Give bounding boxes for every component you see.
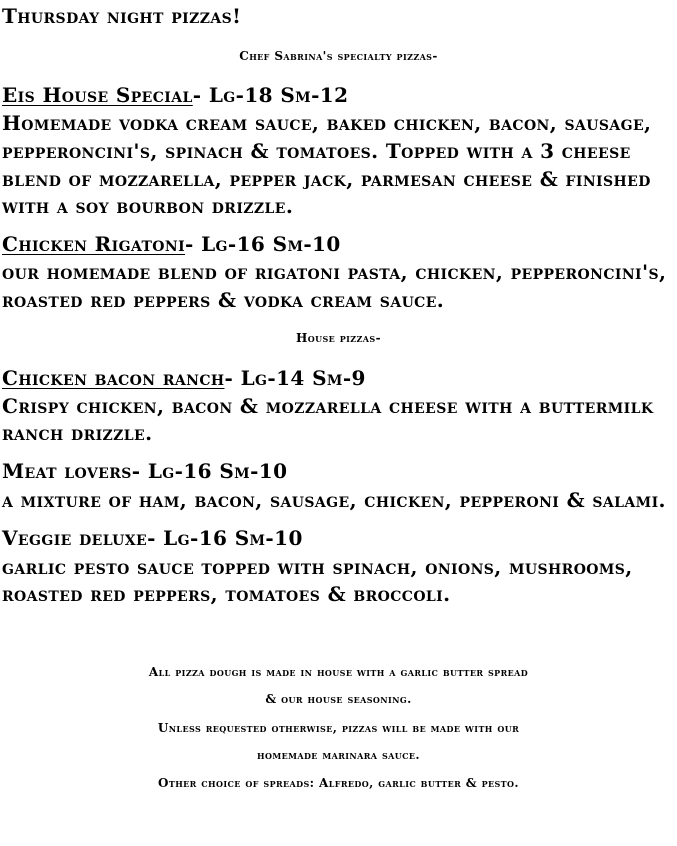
pizza-desc-line: a mixture of ham, bacon, sausage, chicken, pepperoni & salami. xyxy=(2,488,666,512)
pizza-desc-line: roasted red peppers, tomatoes & broccoli. xyxy=(2,582,451,606)
house-heading: House pizzas- xyxy=(296,331,381,345)
note-line: All pizza dough is made in house with a garlic butter spread xyxy=(148,665,529,679)
note-line: homemade marinara sauce. xyxy=(257,748,420,762)
pizza-price: - Lg-14 Sm-9 xyxy=(224,366,366,390)
menu-title: Thursday night pizzas! xyxy=(2,4,242,28)
specialty-heading: Chef Sabrina's specialty pizzas- xyxy=(239,49,438,63)
pizza-desc-line: Crispy chicken, bacon & mozzarella cheese with a buttermilk xyxy=(2,394,654,418)
note-line: Unless requested otherwise, pizzas will be made with our xyxy=(157,721,520,735)
note-line: Other choice of spreads: Alfredo, garlic butter & pesto. xyxy=(158,776,519,790)
pizza-title-meat-lovers: Meat lovers- Lg-16 Sm-10 xyxy=(2,459,288,483)
pizza-desc-line: blend of mozzarella, pepper jack, parmesan cheese & finished xyxy=(2,167,651,191)
pizza-desc-line: Homemade vodka cream sauce, baked chicken, bacon, sausage, xyxy=(2,111,652,135)
note-line: & our house seasoning. xyxy=(265,692,412,706)
pizza-price: - Lg-18 Sm-12 xyxy=(192,83,349,107)
pizza-desc-line: roasted red peppers & vodka cream sauce. xyxy=(2,288,445,312)
pizza-name: Chicken bacon ranch xyxy=(2,366,225,390)
pizza-desc-line: our homemade blend of rigatoni pasta, chicken, pepperoncini's, xyxy=(2,260,667,284)
pizza-desc-line: ranch drizzle. xyxy=(2,421,153,445)
pizza-title-veggie-deluxe: Veggie deluxe- Lg-16 Sm-10 xyxy=(2,526,303,550)
pizza-price: - Lg-16 Sm-10 xyxy=(185,232,341,256)
pizza-desc-line: pepperoncini's, spinach & tomatoes. Topped with a 3 cheese xyxy=(2,139,631,163)
pizza-title-chicken-bacon-ranch xyxy=(2,365,366,392)
pizza-title-eis-house-special xyxy=(2,82,348,109)
pizza-name: Chicken Rigatoni xyxy=(2,232,186,256)
pizza-name: Eis House Special xyxy=(2,83,193,107)
pizza-desc-line: garlic pesto sauce topped with spinach, onions, mushrooms, xyxy=(2,555,633,579)
pizza-title-chicken-rigatoni xyxy=(2,231,341,258)
pizza-desc-line: with a soy bourbon drizzle. xyxy=(2,194,294,218)
